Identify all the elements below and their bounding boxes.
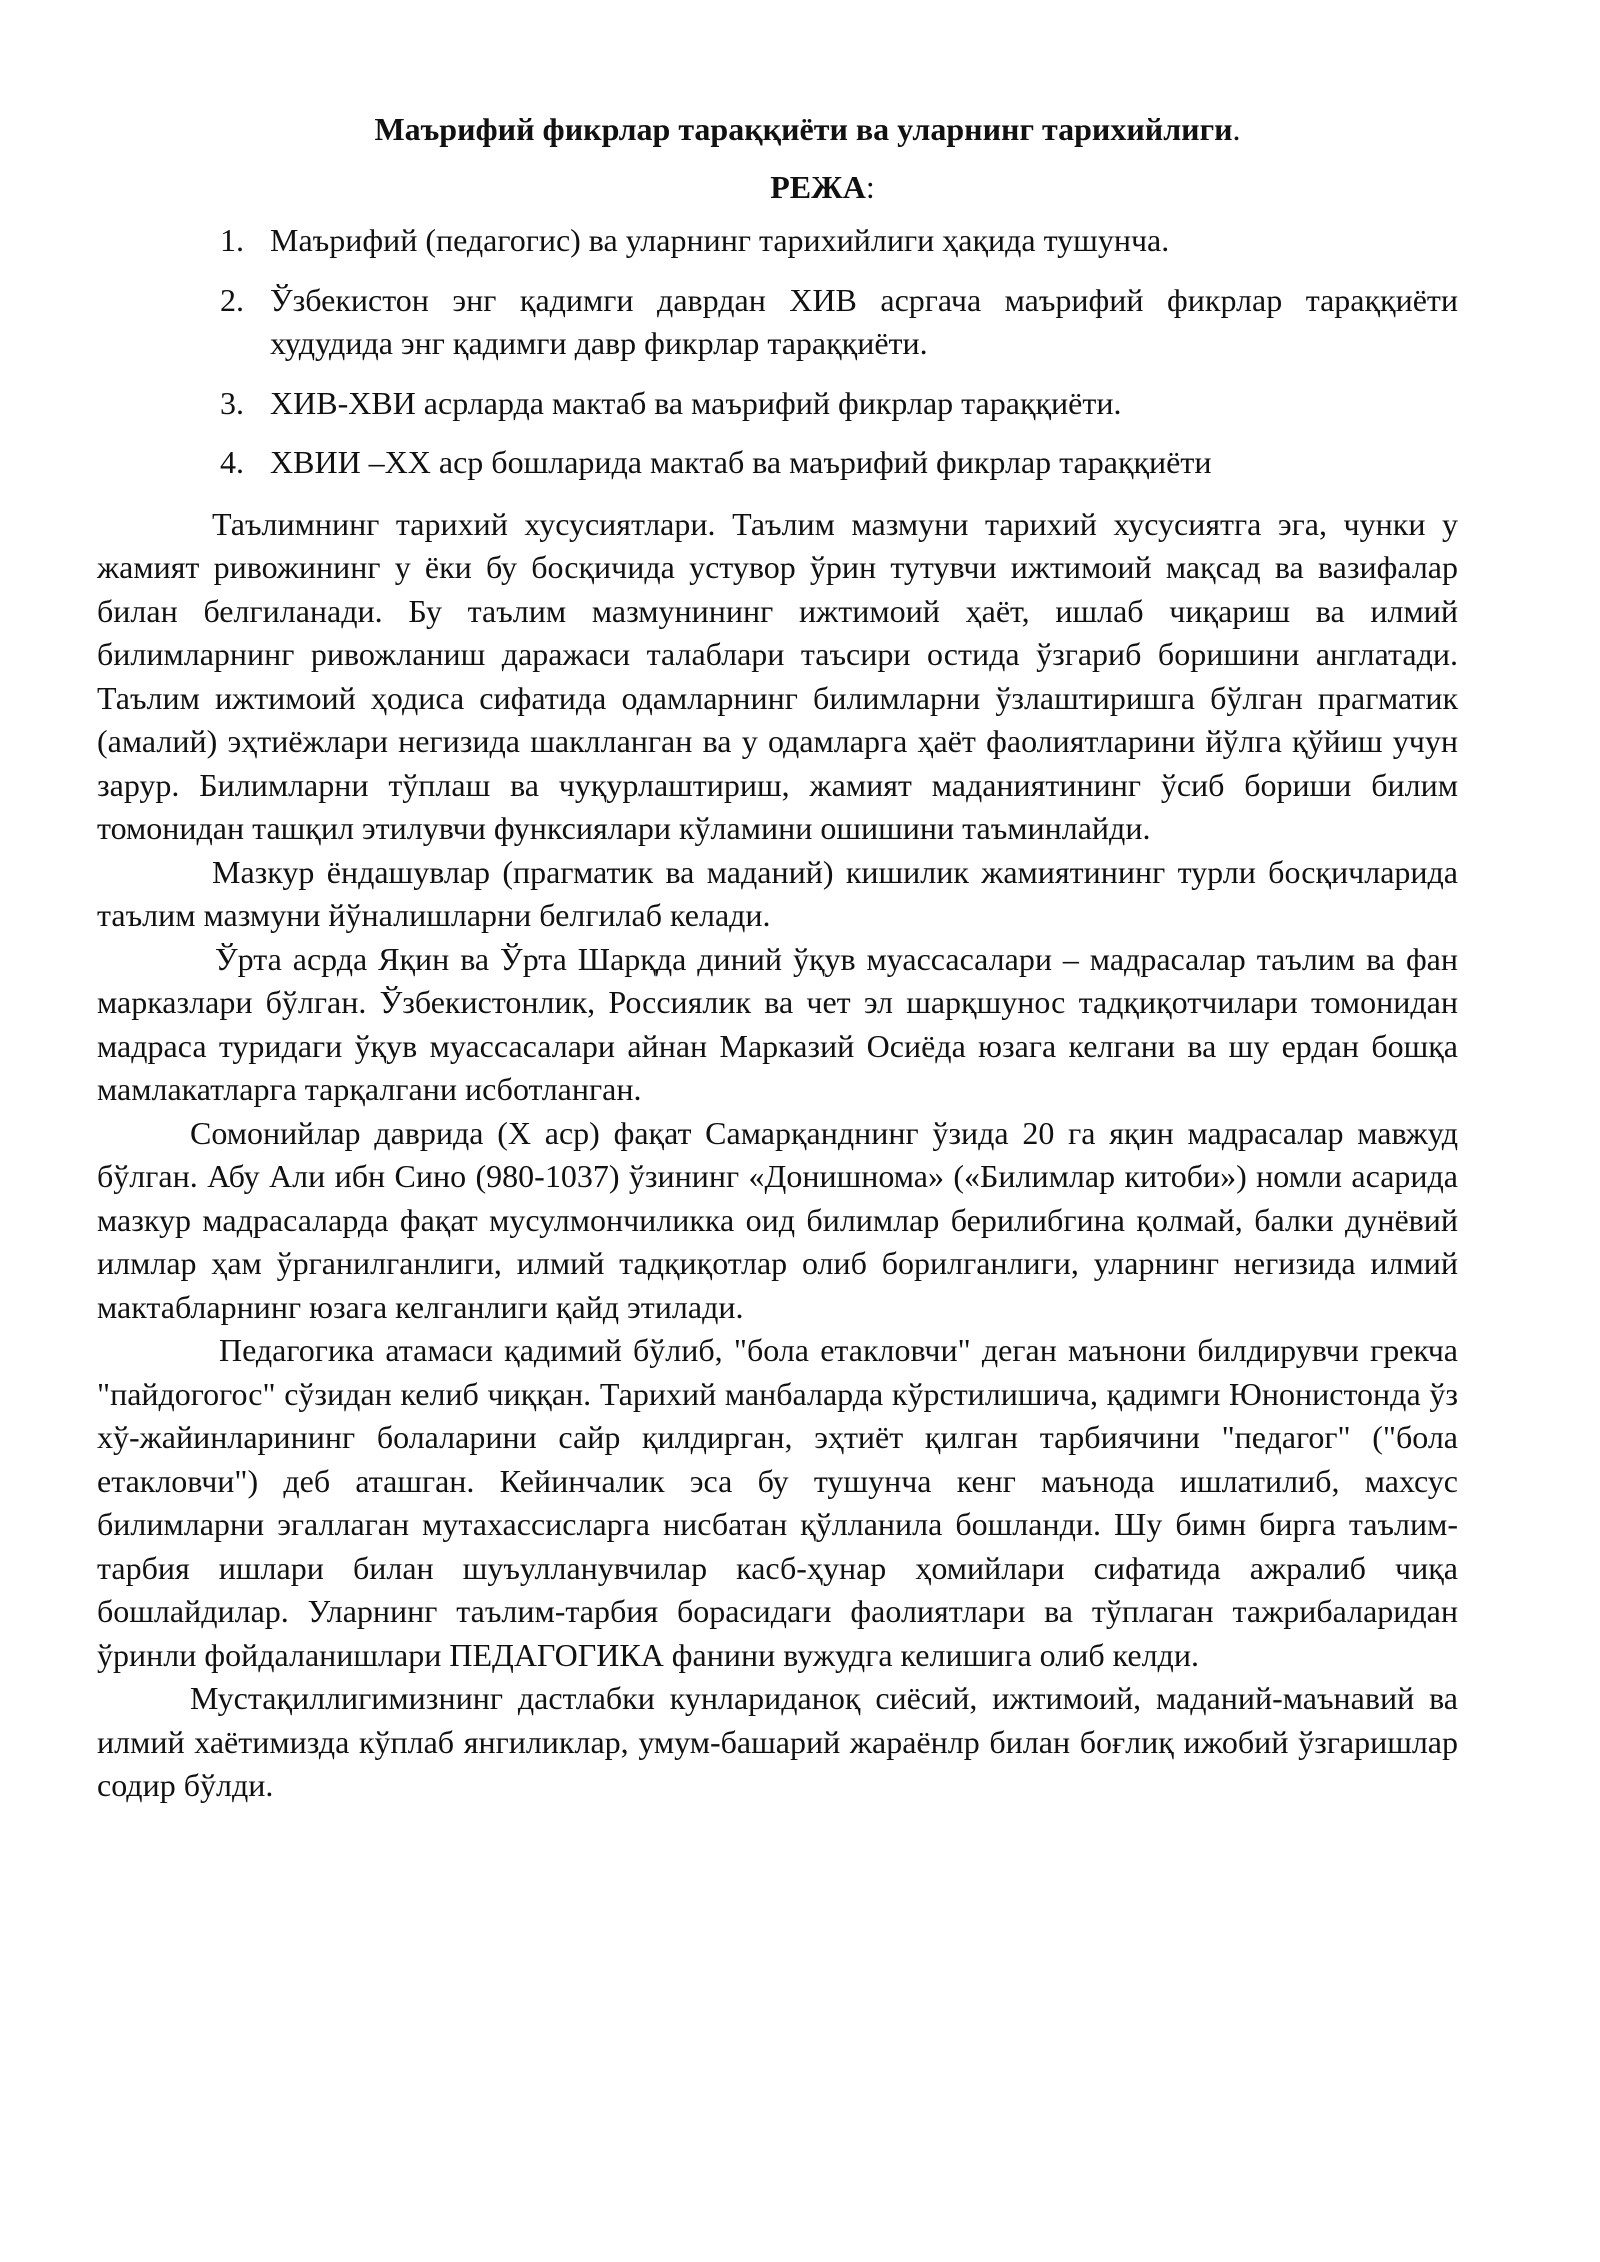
plan-item bbox=[220, 441, 1458, 485]
plan-item-number: 3. bbox=[220, 384, 244, 421]
plan-item-text: Ўзбекистон энг қадимги даврдан ХИВ асргача маърифий фикрлар тараққиёти худудида энг қадимги давр фикрлар тараққиёти. bbox=[270, 281, 1458, 361]
plan-item-number: 2. bbox=[220, 281, 244, 318]
document-title bbox=[97, 108, 1458, 152]
paragraph-approaches: Мазкур ёндашувлар (прагматик ва маданий) кишилик жамиятининг турли босқичларида таълим мазмуни йўналишларни белгилаб келади. bbox=[97, 853, 1458, 933]
plan-item-text: ХВИИ –ХХ аср бошларида мактаб ва маърифий фикрлар тараққиёти bbox=[270, 444, 1212, 480]
plan-item-text: ХИВ-ХВИ асрларда мактаб ва маърифий фикрлар тараққиёти. bbox=[270, 384, 1122, 421]
paragraph-pedagogy-term: Педагогика атамаси қадимий бўлиб, "бола етакловчи" деган маънони билдирувчи грекча "пайдогогос" сўзидан келиб чиққан. Тарихий манбаларда кўрстилишича, қадимги Юнонистонда ўз хў-жайинларининг болаларини сайр қилдирган, эҳтиёт қилган тарбиячини "педагог" ("бола етакловчи") деб аташган. Кейинчалик эса бу тушунча кенг маънода ишлатилиб, махсус билимларни эгаллаган мутахассисларга нисбатан қўлланила бошланди. Шу бимн бирга таълим-тарбия ишлари билан шуъулланувчилар касб-ҳунар ҳомийлари сифатида ажралиб чиқа бошлайдилар. Уларнинг таълим-тарбия борасидаги фаолиятлари ва тўплаган тажрибаларидан ўринли фойдаланишлари ПЕДАГОГИКА фанини вужудга келишига олиб келди. bbox=[97, 1332, 1458, 1673]
plan-item bbox=[220, 219, 1458, 263]
plan-list bbox=[97, 219, 1458, 485]
plan-heading bbox=[97, 166, 1458, 210]
document-title-text: Маърифий фикрлар тараққиёти ва уларнинг тарихийлиги bbox=[374, 111, 1233, 147]
document-title-suffix: . bbox=[1232, 111, 1241, 147]
plan-item bbox=[220, 279, 1458, 366]
paragraph-madrasas: Ўрта асрда Яқин ва Ўрта Шарқда диний ўқув муассасалари – мадрасалар таълим ва фан марказлари бўлган. Ўзбекистонлик, Россиялик ва чет эл шарқшунос тадқиқотчилари томонидан мадраса туридаги ўқув муассасалари айнан Марказий Осиёда юзага келгани ва шу ердан бошқа мамлакатларга тарқалгани исботланган. bbox=[97, 940, 1458, 1107]
plan-heading-suffix: : bbox=[865, 168, 875, 205]
paragraph-independence: Мустақиллигимизнинг дастлабки кунлариданоқ сиёсий, ижтимоий, маданий-маънавий ва илмий хаётимизда кўплаб янгиликлар, умум-башарий жараёнлр билан боғлиқ ижобий ўзгаришлар содир бўлди. bbox=[97, 1680, 1458, 1803]
plan-item-text: Маърифий (педагогис) ва уларнинг тарихийлиги ҳақида тушунча. bbox=[270, 222, 1170, 258]
document-page bbox=[97, 108, 1458, 1808]
paragraph-education-history: Таълимнинг тарихий хусусиятлари. Таълим мазмуни тарихий хусусиятга эга, чунки у жамият ривожининг у ёки бу босқичида устувор ўрин тутувчи ижтимоий мақсад ва вазифалар билан белгиланади. Бу таълим мазмунининг ижтимоий ҳаёт, ишлаб чиқариш ва илмий билимларнинг ривожланиш даражаси талаблари таъсири остида ўзгариб боришини англатади. Таълим ижтимоий ҳодиса сифатида одамларнинг билимларни ўзлаштиришга бўлган прагматик (амалий) эҳтиёжлари негизида шаклланган ва у одамларга ҳаёт фаолиятларини йўлга қўйиш учун зарур. Билимларни тўплаш ва чуқурлаштириш, жамият маданиятининг ўсиб бориши билим томонидан ташқил этилувчи функсиялари кўламини ошишини таъминлайди. bbox=[97, 505, 1458, 846]
plan-heading-text: РЕЖА bbox=[770, 168, 866, 205]
paragraph-samanids: Сомонийлар даврида (Х аср) фақат Самарқанднинг ўзида 20 га яқин мадрасалар мавжуд бўлган. Абу Али ибн Сино (980-1037) ўзининг «Донишнома» («Билимлар китоби») номли асарида мазкур мадрасаларда фақат мусулмончиликка оид билимлар берилибгина қолмай, балки дунёвий илмлар ҳам ўрганилганлиги, илмий тадқиқотлар олиб борилганлиги, уларнинг негизида илмий мактабларнинг юзага келганлиги қайд этилади. bbox=[97, 1114, 1458, 1325]
plan-item-number: 1. bbox=[220, 222, 244, 258]
plan-item-number: 4. bbox=[220, 444, 244, 480]
plan-item bbox=[220, 382, 1458, 426]
